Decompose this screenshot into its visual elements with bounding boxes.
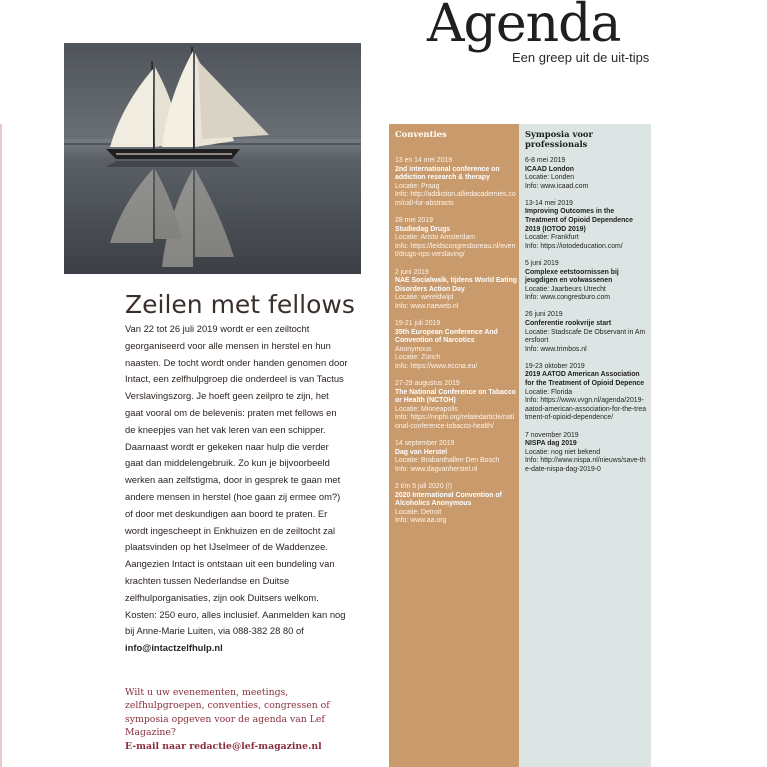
- entry-date: 13 en 14 mei 2019: [395, 157, 453, 164]
- entry-detail: Locatie: Jaarbeurs Utrecht: [525, 285, 606, 293]
- agenda-entry: [525, 363, 647, 423]
- conventies-heading: Conventies: [395, 129, 447, 139]
- agenda-entry: [395, 483, 517, 526]
- entry-detail: Locatie: Stadscafe De Observant in Amersfoort: [525, 328, 646, 345]
- entry-detail[interactable]: Info: https://www.eccna.eu/: [395, 362, 478, 370]
- agenda-entry: [395, 440, 517, 474]
- entry-date: 19-23 oktober 2019: [525, 362, 585, 370]
- entry-detail[interactable]: Info: https://nnphi.org/relatedarticle/national-conference-tobacco-health/: [395, 414, 515, 431]
- entry-date: 13-14 mei 2019: [525, 199, 573, 207]
- entry-detail: Locatie: wereldwijd: [395, 294, 454, 302]
- agenda-entry: [395, 157, 517, 209]
- callout-text: Wilt u uw evenementen, meetings, zelfhulpgroepen, conventies, congressen of symposia opgeven voor de agenda van Lef Magazine?: [125, 687, 330, 739]
- entry-name: Conferentie rookvrije start: [525, 320, 612, 327]
- entry-detail[interactable]: Info: https://iotodeducation.com/: [525, 242, 623, 250]
- entry-name: Studiedag Drugs: [395, 225, 451, 233]
- entry-detail: Locatie: Brabanthallen Den Bosch: [395, 457, 500, 465]
- article-text: Van 22 tot 26 juli 2019 wordt er een zeiltocht georganiseerd voor alle mensen in herstel en hun naasten. De tocht wordt onder handen genomen door Intact, een zelfhulpgroep die onderdeel is van Tactus Verslavingszorg. Je hoeft geen zeilpro te zijn, het gaat vooral om de belevenis: praten met fellows en de kneepjes van het vak leren van een schipper. Daarnaast wordt er gekeken naar hulp die verder gaat dan middelengebruik. Zo kun je bijvoorbeeld werken aan zelfstigma, door in gesprek te gaan met andere mensen in herstel (hoe gaan zij ermee om?) of door met deskundigen aan boord te praten. Er wordt ingescheept in Enkhuizen en de zeiltocht zal plaatsvinden op het IJselmeer of de Waddenzee. Aangezien Intact is ontstaan uit een bundeling van krachten tussen Nederlandse en Duitse zelfhulporganisaties, zijn ook Duitsers welkom. Kosten: 250 euro, alles inclusief. Aanmelden kan nog bij Anne-Marie Luiten, via 088-382 28 80 of: [125, 323, 348, 637]
- article-email-link[interactable]: info@intactzelfhulp.nl: [125, 642, 223, 654]
- agenda-entry: [525, 260, 647, 303]
- conventies-column: [389, 124, 519, 767]
- entry-detail: Locatie: Detroit: [395, 508, 442, 516]
- page-title: Agenda: [427, 0, 621, 54]
- entry-date: 6-8 mei 2019: [525, 157, 566, 164]
- entry-detail[interactable]: Info: www.naeweb.nl: [395, 302, 459, 310]
- entry-date: 28 mei 2019: [395, 217, 433, 225]
- page-subtitle: Een greep uit de uit-tips: [512, 50, 650, 65]
- symposia-list: [525, 157, 647, 483]
- sailing-ship-photo: [64, 43, 361, 274]
- submission-callout: [125, 686, 355, 753]
- entry-name: 2019 AATOD American Association for the Treatment of Opioid Depence: [525, 371, 645, 388]
- agenda-entry: [395, 217, 517, 260]
- entry-name: 35th European Conference And Convention of Narcotics: [395, 328, 498, 345]
- entry-date: 26 juni 2019: [525, 311, 563, 319]
- entry-date: 2 t/m 5 juli 2020 (!): [395, 483, 453, 490]
- article-title: Zeilen met fellows: [125, 290, 355, 319]
- entry-detail: Locatie: Zürich: [395, 354, 441, 362]
- symposia-column: [519, 124, 651, 767]
- article-body: [125, 321, 349, 657]
- agenda-entry: [525, 200, 647, 252]
- entry-detail: Locatie: Minneapolis: [395, 405, 458, 413]
- entry-name: Improving Outcomes in the Treatment of Opioid Dependence 2019 (IOTOD 2019): [525, 208, 633, 233]
- entry-date: 19-21 juli 2019: [395, 320, 441, 327]
- entry-name: The National Conference on Tabacco or Health (NCTOH): [395, 388, 516, 405]
- conventies-list: [395, 157, 517, 534]
- entry-date: 7 november 2019: [525, 431, 579, 439]
- agenda-entry: [395, 380, 517, 432]
- entry-detail: Locatie: Praag: [395, 182, 440, 190]
- entry-detail[interactable]: Info: www.trimbos.nl: [525, 345, 587, 353]
- entry-detail: Locatie: Frankfurt: [525, 234, 579, 242]
- entry-date: 5 juni 2019: [525, 259, 559, 267]
- entry-name: NAE Socialwalk, tijdens World Eating Disorders Action Day: [395, 277, 518, 293]
- entry-date: 14 september 2019: [395, 440, 455, 448]
- entry-detail[interactable]: Info: www.icaad.com: [525, 182, 589, 190]
- entry-date: 2 juni 2019: [395, 268, 429, 276]
- left-accent-rule: [0, 124, 2, 767]
- entry-detail: Locatie: nog niet bekend: [525, 448, 601, 456]
- entry-detail[interactable]: Info: www.dagvanherstel.nl: [395, 465, 478, 473]
- entry-detail: Locatie: Aristo Amsterdam: [395, 234, 476, 242]
- agenda-entry: [395, 269, 517, 312]
- symposia-heading: Symposia voor professionals: [525, 129, 593, 149]
- entry-detail[interactable]: Info: www.congresburo.com: [525, 294, 611, 302]
- agenda-entry: [395, 320, 517, 372]
- entry-detail[interactable]: Info: www.aa.org: [395, 517, 447, 525]
- entry-name: Complexe eetstoornissen bij jeugdigen en volwassenen: [525, 268, 619, 285]
- entry-detail[interactable]: Info: https://leidscongresbureau.nl/event/drugs-nps-verslaving/: [395, 242, 516, 259]
- entry-detail: Anonymous: [395, 345, 432, 353]
- entry-detail: Locatie: Florida: [525, 388, 573, 396]
- page-header: [427, 0, 650, 65]
- entry-detail[interactable]: Info: http://www.nispa.nl/nieuws/save-the-date-nispa-dag-2019-0: [525, 457, 646, 473]
- entry-detail: Locatie: Londen: [525, 174, 575, 182]
- entry-detail[interactable]: Info: http://addiction.alliedacademies.com/call-for-abstracts: [395, 191, 516, 207]
- agenda-entry: [525, 157, 647, 191]
- agenda-entry: [525, 432, 647, 475]
- entry-name: 2nd international conference on addiction research & therapy: [395, 165, 500, 182]
- entry-name: Dag van Herstel: [395, 448, 448, 456]
- entry-name: ICAAD London: [525, 165, 574, 173]
- entry-name: NISPA dag 2019: [525, 440, 577, 448]
- entry-name: 2020 International Convention of Alcoholics Anonymous: [395, 491, 502, 508]
- agenda-entry: [525, 311, 647, 354]
- entry-date: 27-29 augustus 2019: [395, 380, 460, 388]
- entry-detail[interactable]: Info: https://www.vvgn.nl/agenda/2019-aatod-american-association-for-the-treatment-of-opioid-dependence/: [525, 397, 647, 422]
- callout-email[interactable]: E-mail naar redactie@lef-magazine.nl: [125, 740, 322, 752]
